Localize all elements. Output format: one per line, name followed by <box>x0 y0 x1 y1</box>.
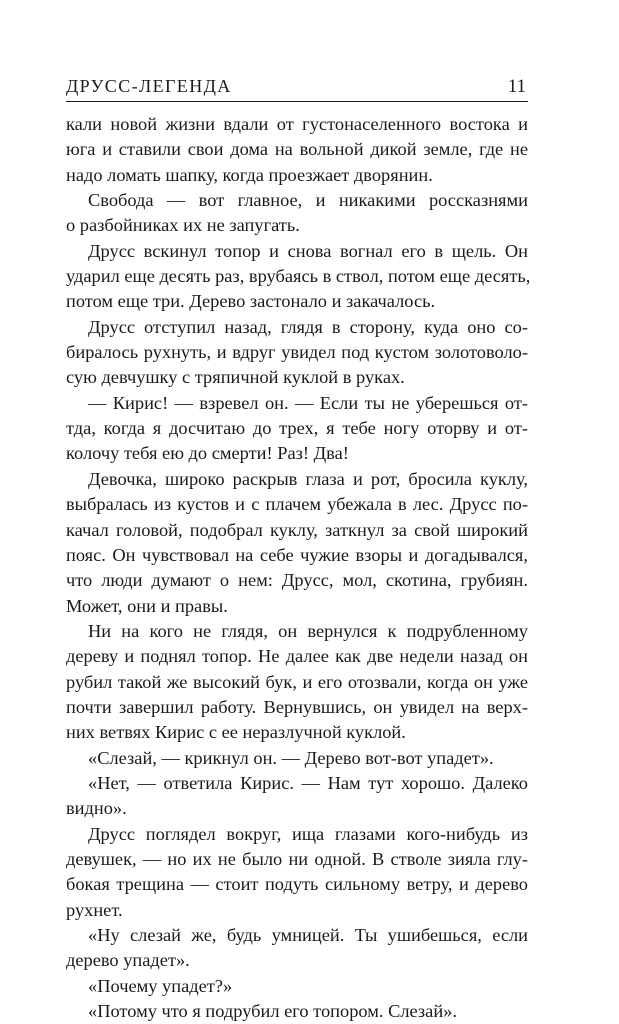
text-line: биралось рухнуть, и вдруг увидел под кустом золотоволо- <box>66 342 528 363</box>
text-line: сую девчушку с тряпичной куклой в руках. <box>66 367 405 388</box>
text-line: дереву и поднял топор. Не далее как две недели назад он <box>66 646 528 667</box>
text-line: «Почему упадет?» <box>88 975 233 996</box>
header-rule <box>66 101 528 102</box>
body-text <box>66 112 531 1024</box>
text-line: кали новой жизни вдали от густонаселенного востока и <box>66 114 528 134</box>
page-number: 11 <box>507 76 526 97</box>
text-line: потом еще три. Дерево застонало и закачалось. <box>66 291 436 312</box>
running-header <box>66 74 528 101</box>
text-line: бокая трещина — стоит подуть сильному ветру, и дерево <box>66 874 528 895</box>
text-line: Ни на кого не глядя, он вернулся к подрубленному <box>88 620 528 641</box>
text-line: Друсс отступил назад, глядя в сторону, куда оно со- <box>88 316 528 337</box>
text-line: девушек, — но их не было ни одной. В стволе зияла глу- <box>66 848 528 869</box>
text-line: Друсс вскинул топор и снова вогнал его в щель. Он <box>88 240 528 261</box>
text-line: «Нет, — ответила Кирис. — Нам тут хорошо. Далеко <box>88 772 528 793</box>
book-page <box>66 74 531 1024</box>
text-line: Друсс поглядел вокруг, ища глазами кого-нибудь из <box>88 823 528 844</box>
text-line: качал головой, подобрал куклу, заткнул за свой широкий <box>66 519 528 540</box>
text-line: пояс. Он чувствовал на себе чужие взоры и догадывался, <box>66 544 528 565</box>
text-line: дерево упадет». <box>66 950 190 971</box>
text-line: них ветвях Кирис с ее неразлучной куклой. <box>66 722 406 743</box>
text-line: колочу тебя ею до смерти! Раз! Два! <box>66 443 349 464</box>
text-line: Свобода — вот главное, и никакими россказнями <box>88 190 528 211</box>
text-line: тда, когда я досчитаю до трех, я тебе ногу оторву и от- <box>66 418 528 439</box>
text-line: что люди думают о нем: Друсс, мол, скотина, грубиян. <box>66 570 528 591</box>
text-line: надо ломать шапку, когда проезжает дворянин. <box>66 164 433 185</box>
text-line: ударил еще десять раз, врубаясь в ствол, потом еще десять, <box>66 266 531 287</box>
text-line: Девочка, широко раскрыв глаза и рот, бросила куклу, <box>88 468 528 489</box>
text-line: юга и ставили свои дома на вольной дикой земле, где не <box>66 139 528 160</box>
text-line: почти завершил работу. Вернувшись, он увидел на верх- <box>66 696 528 717</box>
text-line: рубил такой же высокий бук, и его отозвали, когда он уже <box>66 671 528 692</box>
text-line: о разбойниках их не запугать. <box>66 215 300 236</box>
text-line: Может, они и правы. <box>66 595 228 616</box>
text-line: — Кирис! — взревел он. — Если ты не уберешься от- <box>88 392 528 413</box>
text-line: «Слезай, — крикнул он. — Дерево вот-вот упадет». <box>88 747 494 768</box>
text-line: «Ну слезай же, будь умницей. Ты ушибешься, если <box>88 925 528 945</box>
running-title: ДРУСС-ЛЕГЕНДА <box>66 76 232 96</box>
text-line: рухнет. <box>66 899 123 920</box>
text-line: видно». <box>66 798 127 819</box>
text-line: выбралась из кустов и с плачем убежала в лес. Друсс по- <box>66 494 528 515</box>
text-line: «Потому что я подрубил его топором. Слезай». <box>88 1001 457 1022</box>
